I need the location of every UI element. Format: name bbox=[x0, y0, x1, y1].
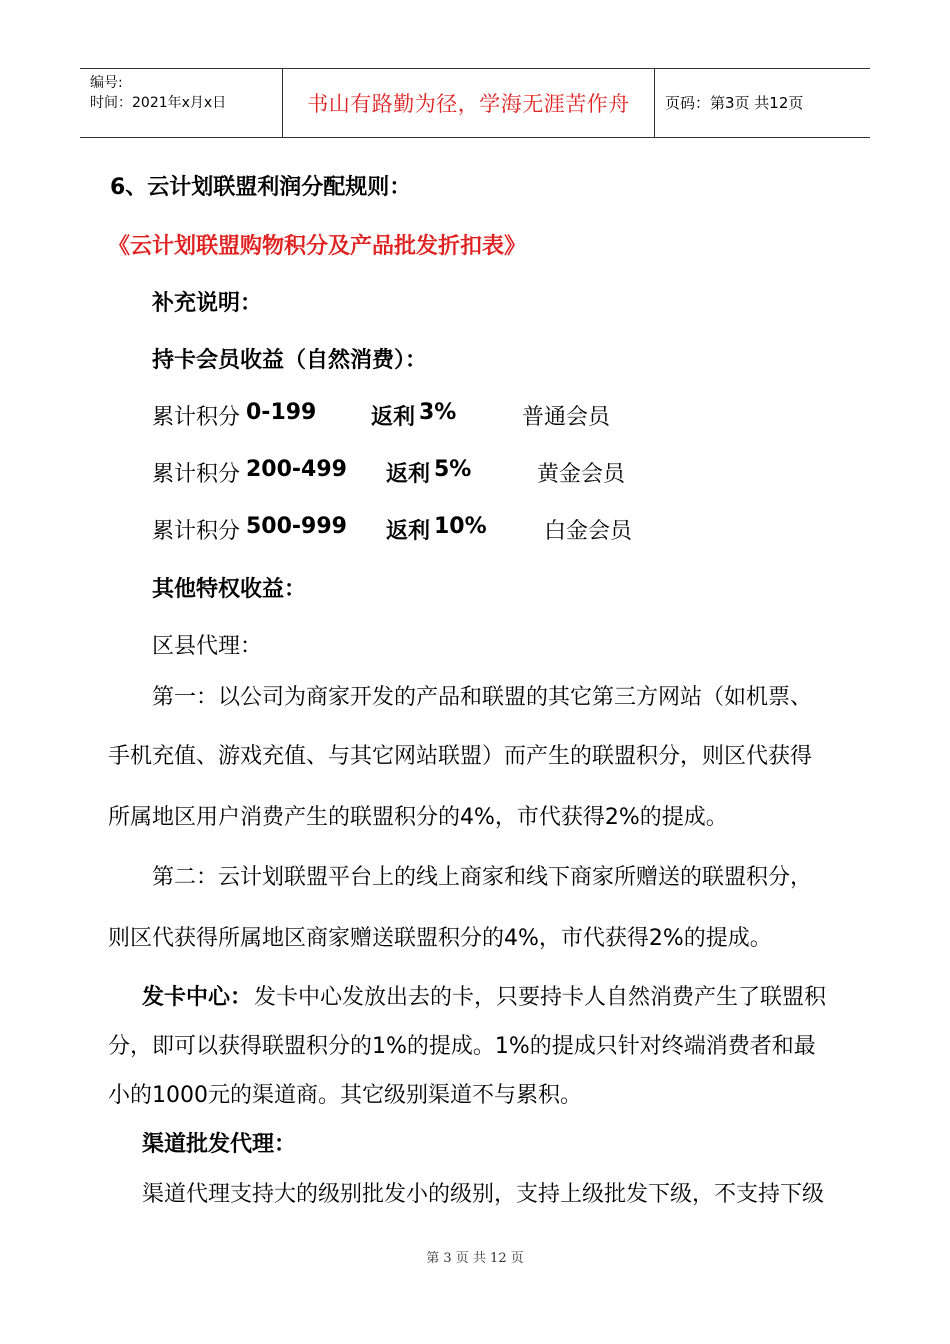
tier-range: 0-199 bbox=[246, 400, 317, 425]
paragraph-line: 第一：以公司为商家开发的产品和联盟的其它第三方网站（如机票、 bbox=[152, 685, 813, 710]
privilege-heading: 其他特权收益： bbox=[152, 577, 307, 602]
paragraph-line: 手机充值、游戏充值、与其它网站联盟）而产生的联盟积分，则区代获得 bbox=[108, 744, 813, 769]
tier-rebate: 3% bbox=[419, 400, 457, 425]
card-center-heading: 发卡中心： bbox=[142, 985, 253, 1010]
supplement-heading: 补充说明： bbox=[152, 291, 263, 316]
header-motto-cell bbox=[283, 69, 655, 137]
tier-range: 500-999 bbox=[246, 514, 347, 539]
header-meta bbox=[80, 69, 283, 137]
page-footer: 第 3 页 共 12 页 bbox=[426, 1251, 524, 1266]
paragraph-line: 发卡中心发放出去的卡，只要持卡人自然消费产生了联盟积 bbox=[254, 985, 827, 1010]
tier-range: 200-499 bbox=[246, 457, 347, 482]
tier-level: 黄金会员 bbox=[537, 462, 626, 487]
tier-rebate-label: 返利 bbox=[386, 519, 431, 544]
paragraph-line: 第二：云计划联盟平台上的线上商家和线下商家所赠送的联盟积分， bbox=[152, 865, 813, 890]
paragraph-line: 所属地区用户消费产生的联盟积分的4%，市代获得2%的提成。 bbox=[108, 805, 728, 830]
member-heading: 持卡会员收益（自然消费）： bbox=[152, 348, 428, 373]
tier-rebate: 10% bbox=[434, 514, 487, 539]
paragraph-line: 则区代获得所属地区商家赠送联盟积分的4%，市代获得2%的提成。 bbox=[108, 926, 772, 951]
paragraph-line: 分，即可以获得联盟积分的1%的提成。1%的提成只针对终端消费者和最 bbox=[108, 1034, 816, 1059]
table-link[interactable]: 《云计划联盟购物积分及产品批发折扣表》 bbox=[108, 234, 527, 259]
page-info: 页码：第3页 共12页 bbox=[665, 94, 804, 112]
county-agent-label: 区县代理： bbox=[152, 634, 263, 659]
page-header bbox=[80, 68, 870, 138]
paragraph-line: 渠道代理支持大的级别批发小的级别，支持上级批发下级，不支持下级 bbox=[142, 1182, 825, 1207]
tier-label: 累计积分 bbox=[152, 519, 241, 544]
tier-label: 累计积分 bbox=[152, 462, 241, 487]
channel-heading: 渠道批发代理： bbox=[142, 1132, 297, 1157]
tier-level: 普通会员 bbox=[522, 405, 611, 430]
tier-level: 白金会员 bbox=[544, 519, 633, 544]
motto: 书山有路勤为径，学海无涯苦作舟 bbox=[307, 92, 630, 116]
time-label: 时间：2021年x月x日 bbox=[90, 95, 227, 111]
number-label: 编号: bbox=[90, 75, 123, 91]
tier-label: 累计积分 bbox=[152, 405, 241, 430]
header-page-cell bbox=[655, 69, 870, 137]
section-title: 6、云计划联盟利润分配规则： bbox=[110, 175, 412, 200]
paragraph-line: 小的1000元的渠道商。其它级别渠道不与累积。 bbox=[108, 1083, 582, 1108]
tier-rebate-label: 返利 bbox=[371, 405, 416, 430]
tier-rebate: 5% bbox=[434, 457, 472, 482]
tier-rebate-label: 返利 bbox=[386, 462, 431, 487]
